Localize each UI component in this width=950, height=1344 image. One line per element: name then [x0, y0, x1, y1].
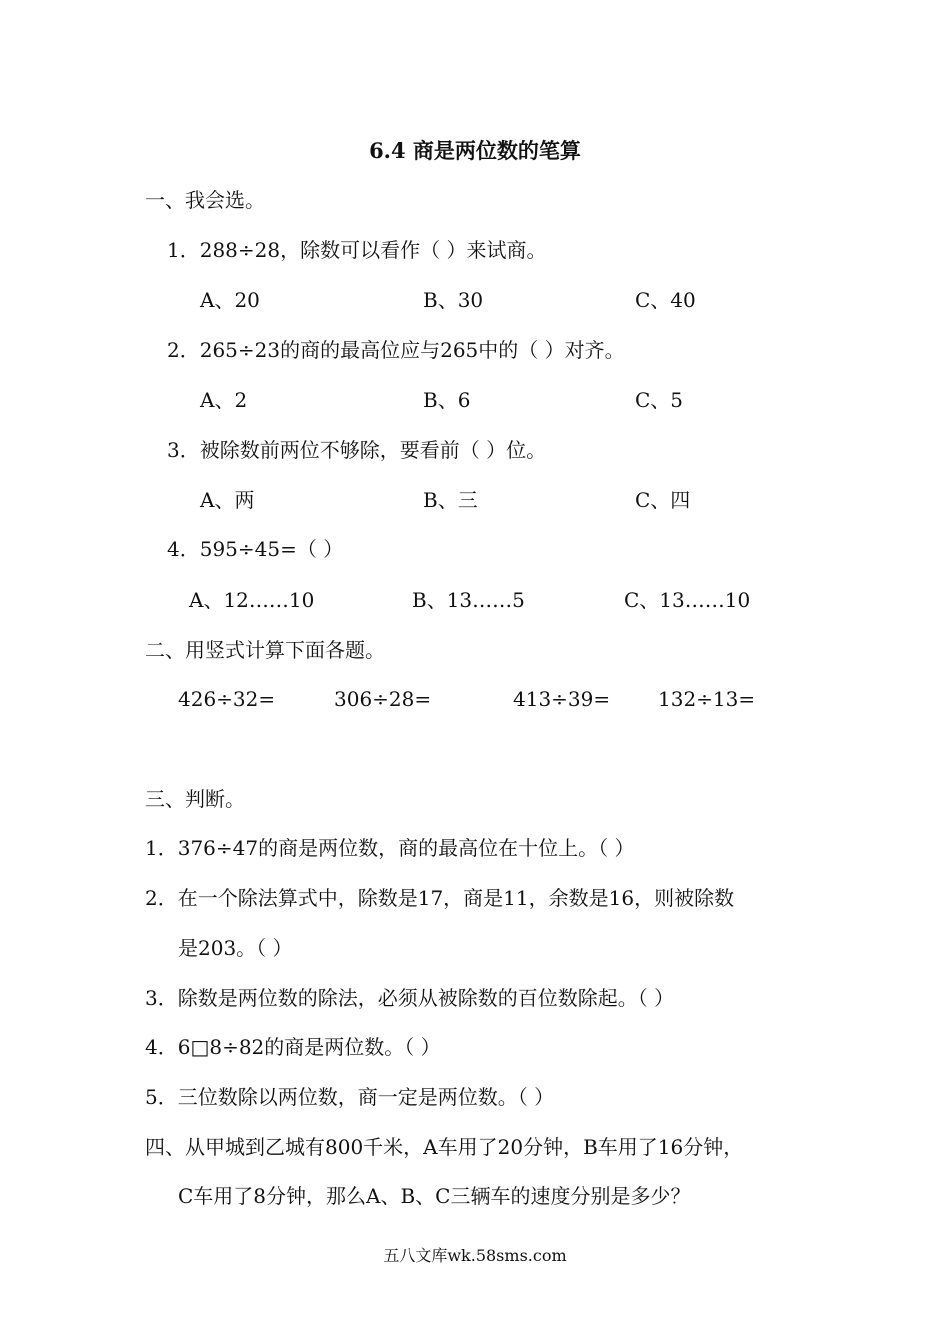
- judge-item-1: 1．376÷47的商是两位数，商的最高位在十位上。（ ）: [145, 836, 635, 860]
- judge-item-4: 4．6□8÷82的商是两位数。（ ）: [145, 1035, 441, 1059]
- calc-problem-3: 413÷39=: [513, 687, 611, 711]
- section2-heading: 二、用竖式计算下面各题。: [145, 638, 385, 662]
- q1-option-b: B、30: [423, 288, 484, 312]
- q3-option-c: C、四: [635, 488, 691, 512]
- q2-option-c: C、5: [635, 388, 684, 412]
- question-4: 4．595÷45=（ ）: [167, 537, 344, 561]
- calc-problem-1: 426÷32=: [178, 687, 276, 711]
- page-footer: 五八文库wk.58sms.com: [383, 1246, 567, 1265]
- q3-option-a: A、两: [200, 488, 255, 512]
- q4-option-a: A、12……10: [189, 588, 315, 612]
- judge-item-2-cont: 是203。（ ）: [178, 936, 293, 960]
- judge-item-5: 5．三位数除以两位数，商一定是两位数。（ ）: [145, 1085, 555, 1109]
- calc-problem-4: 132÷13=: [658, 687, 756, 711]
- question-1: 1．288÷28，除数可以看作（ ）来试商。: [167, 238, 547, 262]
- judge-item-3: 3．除数是两位数的除法，必须从被除数的百位数除起。（ ）: [145, 986, 675, 1010]
- q2-option-a: A、2: [200, 388, 248, 412]
- question-2: 2．265÷23的商的最高位应与265中的（ ）对齐。: [167, 338, 625, 362]
- q2-option-b: B、6: [423, 388, 471, 412]
- q1-option-a: A、20: [200, 288, 260, 312]
- q4-option-c: C、13……10: [624, 588, 751, 612]
- q1-option-c: C、40: [635, 288, 696, 312]
- section3-heading: 三、判断。: [145, 787, 245, 811]
- calc-problem-2: 306÷28=: [334, 687, 432, 711]
- section4-line-1: 四、从甲城到乙城有800千米，A车用了20分钟，B车用了16分钟，: [145, 1135, 744, 1159]
- section1-heading: 一、我会选。: [145, 188, 265, 212]
- page-title: 6.4 商是两位数的笔算: [369, 138, 581, 163]
- judge-item-2: 2．在一个除法算式中，除数是17，商是11，余数是16，则被除数: [145, 886, 735, 910]
- q3-option-b: B、三: [423, 488, 478, 512]
- q4-option-b: B、13……5: [412, 588, 525, 612]
- question-3: 3．被除数前两位不够除，要看前（ ）位。: [167, 438, 547, 462]
- section4-line-2: C车用了8分钟，那么A、B、C三辆车的速度分别是多少？: [178, 1184, 691, 1208]
